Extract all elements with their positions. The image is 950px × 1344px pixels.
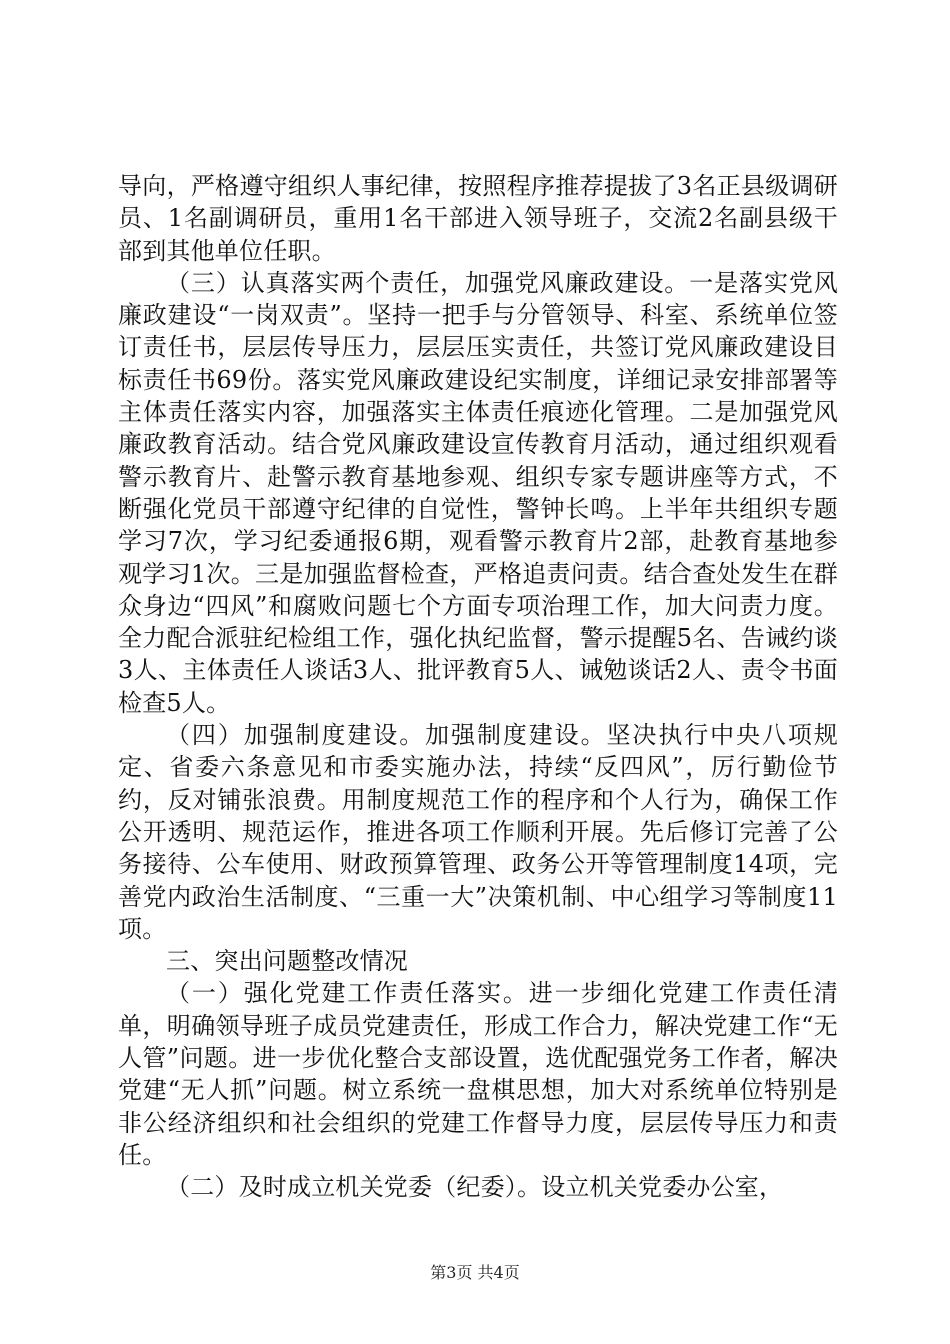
section-heading: 三、突出问题整改情况 — [166, 947, 408, 976]
document-body — [118, 170, 838, 1204]
page-number-footer: 第3页 共4页 — [430, 1263, 520, 1282]
paragraph-5: （二）及时成立机关党委（纪委）。设立机关党委办公室， — [166, 1173, 784, 1202]
paragraph-4: （一）强化党建工作责任落实。进一步细化党建工作责任清单，明确领导班子成员党建责任，形成工作合力，解决党建工作“无人管”问题。进一步优化整合支部设置，选优配强党务工作者，解决党建“无人抓”问题。树立系统一盘棋思想，加大对系统单位特别是非公经济组织和社会组织的党建工作督导力度，层层传导压力和责任。 — [118, 979, 838, 1169]
paragraph-1: 导向，严格遵守组织人事纪律，按照程序推荐提拔了3名正县级调研员、1名副调研员，重用1名干部进入领导班子，交流2名副县级干部到其他单位任职。 — [118, 172, 838, 265]
paragraph-3: （四）加强制度建设。加强制度建设。坚决执行中央八项规定、省委六条意见和市委实施办法，持续“反四风”，厉行勤俭节约，反对铺张浪费。用制度规范工作的程序和个人行为，确保工作公开透明、规范运作，推进各项工作顺利开展。先后修订完善了公务接待、公车使用、财政预算管理、政务公开等管理制度14项，完善党内政治生活制度、“三重一大”决策机制、中心组学习等制度11项。 — [118, 721, 838, 943]
paragraph-2: （三）认真落实两个责任，加强党风廉政建设。一是落实党风廉政建设“一岗双责”。坚持一把手与分管领导、科室、系统单位签订责任书，层层传导压力，层层压实责任，共签订党风廉政建设目标责任书69份。落实党风廉政建设纪实制度，详细记录安排部署等主体责任落实内容，加强落实主体责任痕迹化管理。二是加强党风廉政教育活动。结合党风廉政建设宣传教育月活动，通过组织观看警示教育片、赴警示教育基地参观、组织专家专题讲座等方式，不断强化党员干部遵守纪律的自觉性，警钟长鸣。上半年共组织专题学习7次，学习纪委通报6期，观看警示教育片2部，赴教育基地参观学习1次。三是加强监督检查，严格追责问责。结合查处发生在群众身边“四风”和腐败问题七个方面专项治理工作，加大问责力度。全力配合派驻纪检组工作，强化执纪监督，警示提醒5名、告诫约谈3人、主体责任人谈话3人、批评教育5人、诫勉谈话2人、责令书面检查5人。 — [118, 268, 838, 717]
